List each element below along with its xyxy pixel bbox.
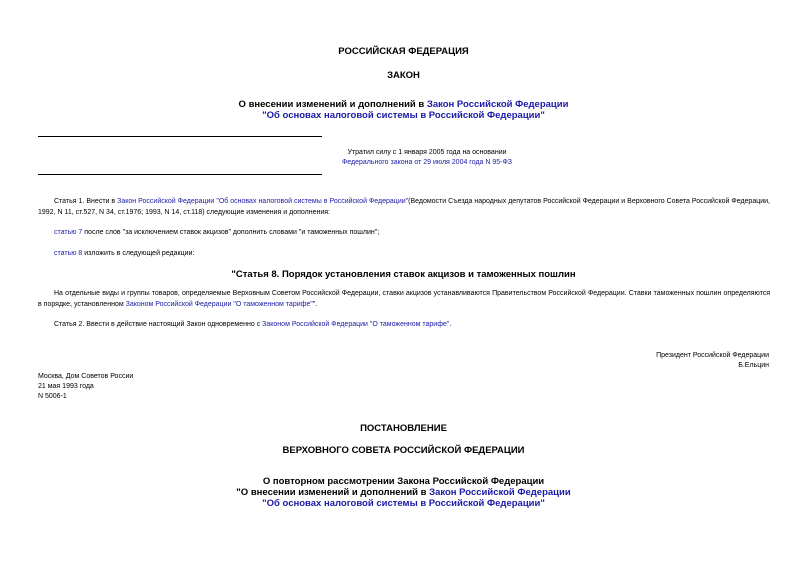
amendment-item-1 [54, 228, 379, 239]
article-2-paragraph [54, 320, 451, 331]
document-type-heading: ЗАКОН [387, 70, 420, 81]
resolution-title-prefix: "О внесении изменений и дополнений в [236, 487, 427, 498]
article-1-prefix: Статья 1. Внести в [54, 198, 116, 205]
law-title-line1 [0, 99, 807, 110]
signatory-name: Б.Ельцин [738, 362, 769, 369]
resolution-title-link-line3[interactable]: "Об основах налоговой системы в Российской Федерации" [262, 498, 545, 509]
repeal-notice: Утратил силу с 1 января 2005 года на основании [347, 149, 507, 156]
law-number: N 5006-1 [38, 393, 67, 400]
resolution-issuer: ВЕРХОВНОГО СОВЕТА РОССИЙСКОЙ ФЕДЕРАЦИИ [282, 445, 525, 456]
law-title-prefix: О внесении изменений и дополнений в [238, 99, 425, 110]
article-1-rest: (Ведомости Съезда народных депутатов Российской Федерации и Верховного Совета Российской Федерации, 1992, N 11, ст.527, N 34, ст.1976; 1993, N 14, ст.118) следующие изменения и дополнения: [38, 198, 770, 216]
resolution-title-link[interactable]: Закон Российской Федерации [429, 487, 571, 498]
repeal-notice-link[interactable]: Федерального закона от 29 июля 2004 года N 95-ФЗ [341, 159, 513, 166]
country-heading: РОССИЙСКАЯ ФЕДЕРАЦИЯ [338, 46, 469, 57]
divider-top [38, 136, 322, 137]
amendment-item-2 [54, 249, 194, 260]
article-2-prefix: Статья 2. Ввести в действие настоящий Закон одновременно с [54, 321, 261, 328]
signing-date: 21 мая 1993 года [38, 383, 94, 390]
divider-bottom [38, 174, 322, 175]
resolution-heading: ПОСТАНОВЛЕНИЕ [360, 423, 447, 434]
article-8-paragraph [38, 289, 770, 310]
customs-tariff-law-link[interactable]: Законом Российской Федерации "О таможенном тарифе" [125, 300, 313, 308]
article-1-link[interactable]: Закон Российской Федерации "Об основах налоговой системы в Российской Федерации" [117, 198, 409, 205]
article-8-text: На отдельные виды и группы товаров, определяемые Верховным Советом Российской Федерации, ставки акцизов устанавливаются Правительством Российской Федерации. Ставки таможенных пошлин определяются в порядке, установленном [38, 290, 770, 308]
article-8-heading: "Статья 8. Порядок установления ставок акцизов и таможенных пошлин [231, 269, 576, 280]
amendment-item-2-text: изложить в следующей редакции: [84, 250, 195, 257]
article-8-link[interactable]: статью 8 [54, 250, 83, 257]
signatory-position: Президент Российской Федерации [656, 352, 769, 359]
article-2-end: . [449, 321, 452, 328]
article-7-link[interactable]: статью 7 [54, 229, 83, 236]
resolution-title-line2 [0, 487, 807, 498]
article-1-paragraph [38, 197, 770, 218]
law-title-link-line2[interactable]: "Об основах налоговой системы в Российской Федерации" [262, 110, 545, 121]
signing-place: Москва, Дом Советов России [38, 373, 134, 380]
law-title-link[interactable]: Закон Российской Федерации [426, 99, 569, 110]
article-2-link[interactable]: Законом Российской Федерации "О таможенном тарифе" [262, 321, 450, 328]
amendment-item-1-text: после слов "за исключением ставок акцизов" дополнить словами "и таможенных пошлин"; [84, 229, 380, 236]
article-8-end: ". [312, 300, 318, 308]
resolution-title-line1: О повторном рассмотрении Закона Российской Федерации [262, 476, 545, 487]
